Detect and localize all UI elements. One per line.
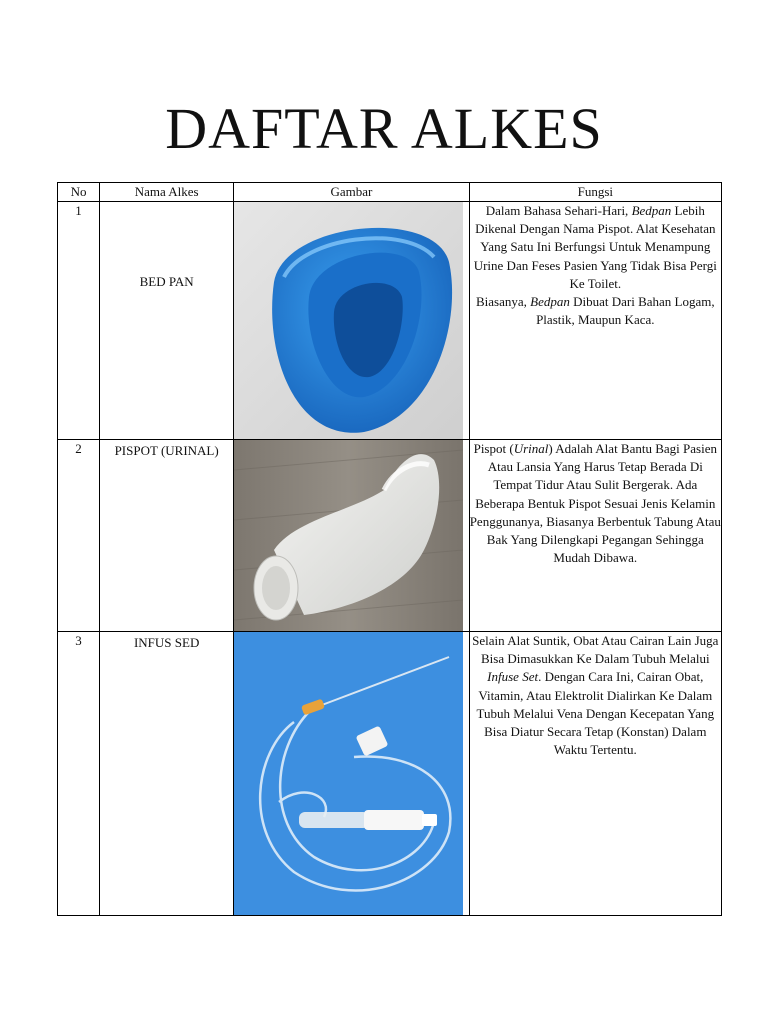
table-row <box>58 440 722 632</box>
row-number: 1 <box>58 202 100 440</box>
infusion-set-photo-icon <box>234 632 463 915</box>
table-row <box>58 632 722 916</box>
item-function: Pispot (Urinal) Adalah Alat Bantu Bagi Pasien Atau Lansia Yang Harus Tetap Berada Di Tempat Tidur Atau Sulit Bergerak. Ada Beberapa Bentuk Pispot Sesuai Jenis Kelamin Penggunanya, Biasanya Berbentuk Tabung Atau Bak Yang Dilengkapi Pegangan Sehingga Mudah Dibawa. <box>469 440 721 632</box>
header-name: Nama Alkes <box>100 183 234 202</box>
item-image <box>234 632 469 916</box>
item-image <box>234 440 469 632</box>
item-image <box>234 202 469 440</box>
item-name: PISPOT (URINAL) <box>100 440 234 632</box>
header-function: Fungsi <box>469 183 721 202</box>
item-function: Dalam Bahasa Sehari-Hari, Bedpan Lebih Dikenal Dengan Nama Pispot. Alat Kesehatan Yang Satu Ini Berfungsi Untuk Menampung Urine Dan Feses Pasien Yang Tidak Bisa Pergi Ke Toilet. Biasanya, Bedpan Dibuat Dari Bahan Logam, Plastik, Maupun Kaca. <box>469 202 721 440</box>
table-row <box>58 202 722 440</box>
header-image: Gambar <box>234 183 469 202</box>
item-function: Selain Alat Suntik, Obat Atau Cairan Lain Juga Bisa Dimasukkan Ke Dalam Tubuh Melalui Infuse Set. Dengan Cara Ini, Cairan Obat, Vitamin, Atau Elektrolit Dialirkan Ke Dalam Tubuh Melalui Vena Dengan Kecepatan Yang Bisa Diatur Secara Tetap (Konstan) Dalam Waktu Tertentu. <box>469 632 721 916</box>
alkes-table <box>57 182 722 916</box>
row-number: 3 <box>58 632 100 916</box>
header-no: No <box>58 183 100 202</box>
item-name: BED PAN <box>100 202 234 440</box>
row-number: 2 <box>58 440 100 632</box>
table-header-row <box>58 183 722 202</box>
page-title: DAFTAR ALKES <box>165 96 603 161</box>
urinal-photo-icon <box>234 440 463 631</box>
bedpan-photo-icon <box>234 202 463 439</box>
item-name: INFUS SED <box>100 632 234 916</box>
